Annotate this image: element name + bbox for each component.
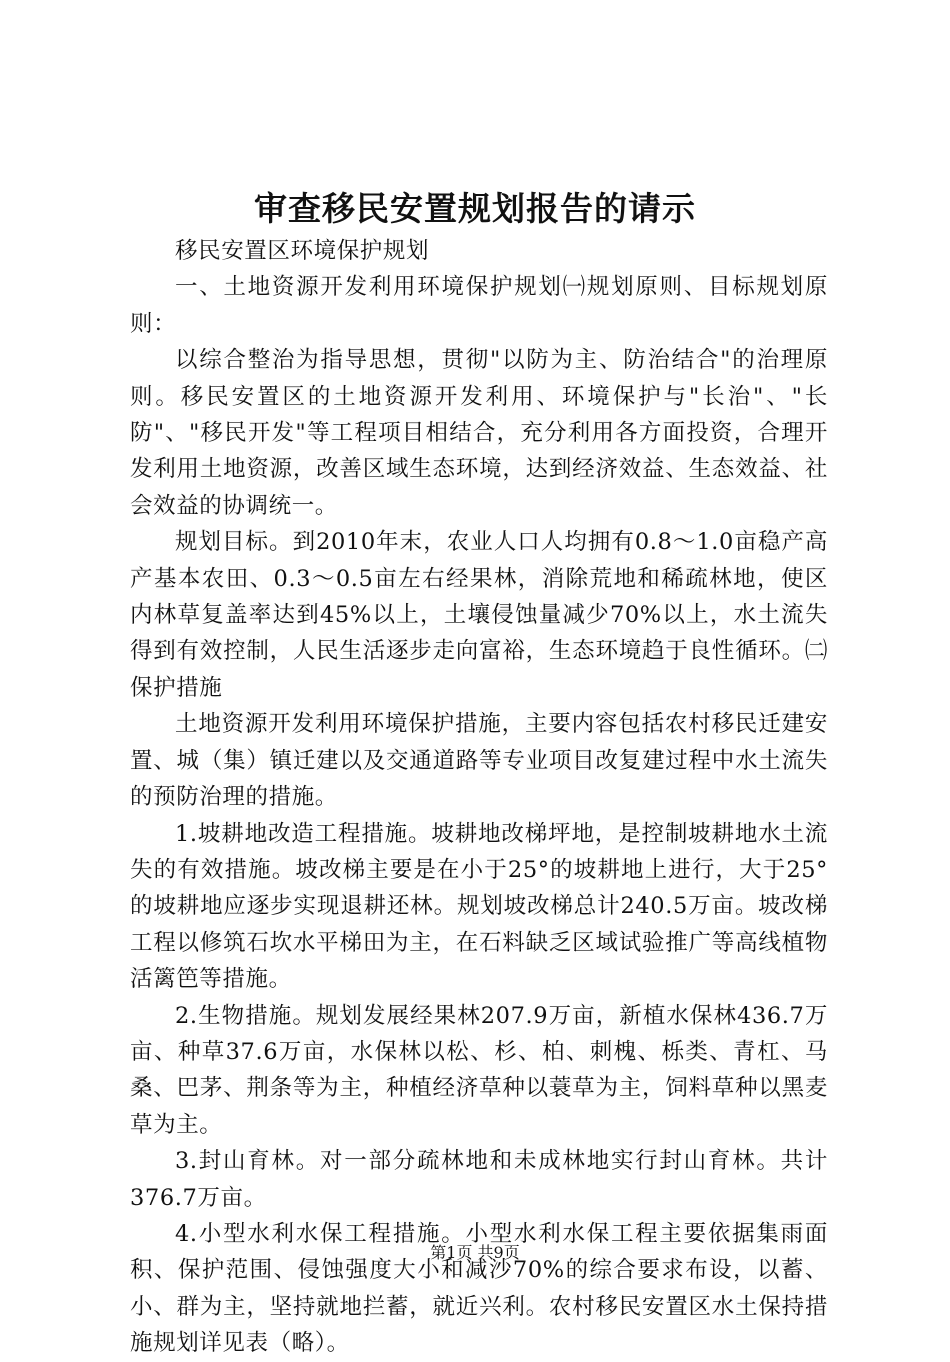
paragraph: 一、土地资源开发利用环境保护规划㈠规划原则、目标规划原则：	[130, 274, 828, 337]
paragraph: 2.生物措施。规划发展经果林207.9万亩，新植水保林436.7万亩、种草37.6万亩，水保林以松、杉、柏、刺槐、栎类、青杠、马桑、巴茅、荆条等为主，种植经济草种以蓑草为主，饲料草种以黑麦草为主。	[130, 1002, 828, 1138]
paragraph: 规划目标。到2010年末，农业人口人均拥有0.8～1.0亩稳产高产基本农田、0.3～0.5亩左右经果林，消除荒地和稀疏林地，使区内林草复盖率达到45%以上，土壤侵蚀量减少70%以上，水土流失得到有效控制，人民生活逐步走向富裕，生态环境趋于良性循环。㈡保护措施	[130, 529, 828, 701]
section-heading: 移民安置区环境保护规划	[175, 238, 430, 264]
paragraph: 1.坡耕地改造工程措施。坡耕地改梯坪地，是控制坡耕地水土流失的有效措施。坡改梯主要是在小于25°的坡耕地上进行，大于25°的坡耕地应逐步实现退耕还林。规划坡改梯总计240.5万亩。坡改梯工程以修筑石坎水平梯田为主，在石料缺乏区域试验推广等高线植物活篱笆等措施。	[130, 820, 828, 993]
paragraph: 以综合整治为指导思想，贯彻"以防为主、防治结合"的治理原则。移民安置区的土地资源开发利用、环境保护与"长治"、"长防"、"移民开发"等工程项目相结合，充分利用各方面投资，合理开发利用土地资源，改善区域生态环境，达到经济效益、生态效益、社会效益的协调统一。	[130, 347, 828, 519]
paragraph: 土地资源开发利用环境保护措施，主要内容包括农村移民迁建安置、城（集）镇迁建以及交通道路等专业项目改复建过程中水土流失的预防治理的措施。	[130, 711, 828, 811]
page-footer: 第1页 共9页	[430, 1243, 520, 1262]
paragraph: 4.小型水利水保工程措施。小型水利水保工程主要依据集雨面积、保护范围、侵蚀强度大小和减沙70%的综合要求布设，以蓄、小、群为主，坚持就地拦蓄，就近兴利。农村移民安置区水土保持措施规划详见表（略）。	[130, 1220, 828, 1357]
paragraph: 3.封山育林。对一部分疏林地和未成林地实行封山育林。共计376.7万亩。	[130, 1148, 828, 1211]
document-body	[130, 233, 828, 1362]
document-title: 审查移民安置规划报告的请示	[254, 189, 696, 228]
